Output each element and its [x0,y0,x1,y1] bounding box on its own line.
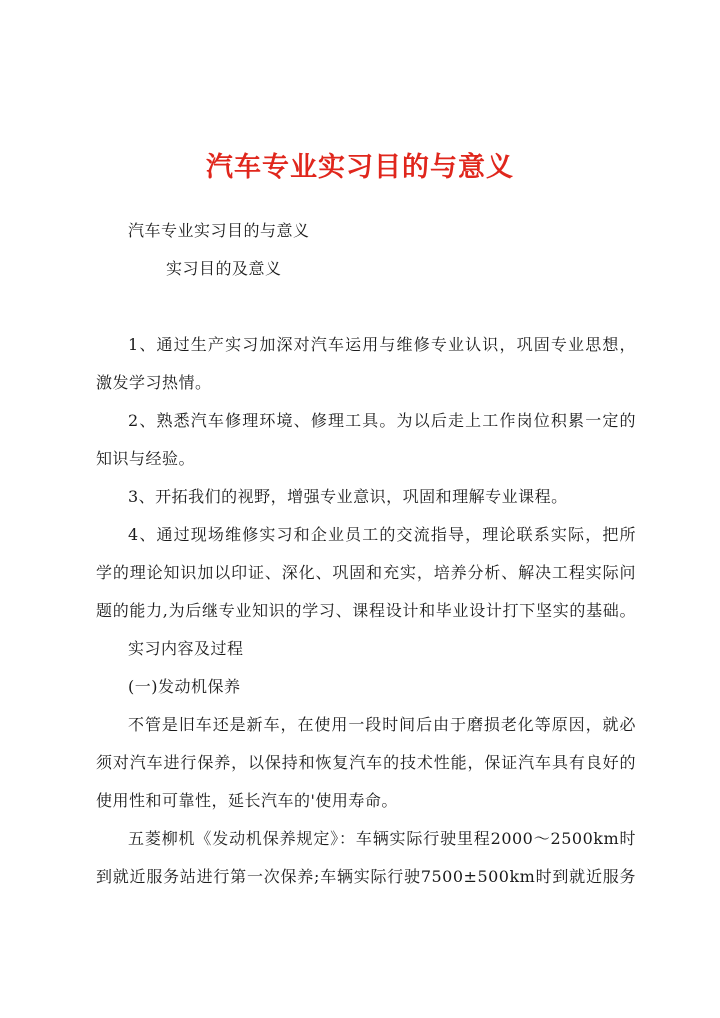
item-4-line-1: 4、通过现场维修实习和企业员工的交流指导，理论联系实际，把所 [128,525,636,544]
subtitle: 汽车专业实习目的与意义 [128,221,310,240]
section-heading: 实习目的及意义 [166,259,282,278]
para2-line-2: 到就近服务站进行第一次保养;车辆实际行驶7500±500km时到就近服务 [96,867,636,886]
item-2-line-1: 2、熟悉汽车修理环境、修理工具。为以后走上工作岗位积累一定的 [128,411,636,430]
para2-line-1: 五菱柳机《发动机保养规定》：车辆实际行驶里程2000～2500km时 [128,829,636,848]
item-1-line-1: 1、通过生产实习加深对汽车运用与维修专业认识，巩固专业思想， [128,335,636,354]
document-title: 汽车专业实习目的与意义 [206,152,514,183]
objectives-list [96,326,636,896]
item-2-line-2: 知识与经验。 [96,449,196,468]
para1-line-2: 须对汽车进行保养，以保持和恢复汽车的技术性能，保证汽车具有良好的 [96,753,636,772]
subtitle-block [96,212,636,288]
content-heading: 实习内容及过程 [128,639,244,658]
item-3-line-1: 3、开拓我们的视野，增强专业意识，巩固和理解专业课程。 [128,487,568,506]
sub-heading: (一)发动机保养 [128,677,241,696]
item-4-line-3: 题的能力,为后继专业知识的学习、课程设计和毕业设计打下坚实的基础。 [96,601,636,620]
para1-line-3: 使用性和可靠性，延长汽车的'使用寿命。 [96,791,398,810]
item-4-line-2: 学的理论知识加以印证、深化、巩固和充实，培养分析、解决工程实际问 [96,563,636,582]
para1-line-1: 不管是旧车还是新车，在使用一段时间后由于磨损老化等原因，就必 [128,715,636,734]
item-1-line-2: 激发学习热情。 [96,373,212,392]
